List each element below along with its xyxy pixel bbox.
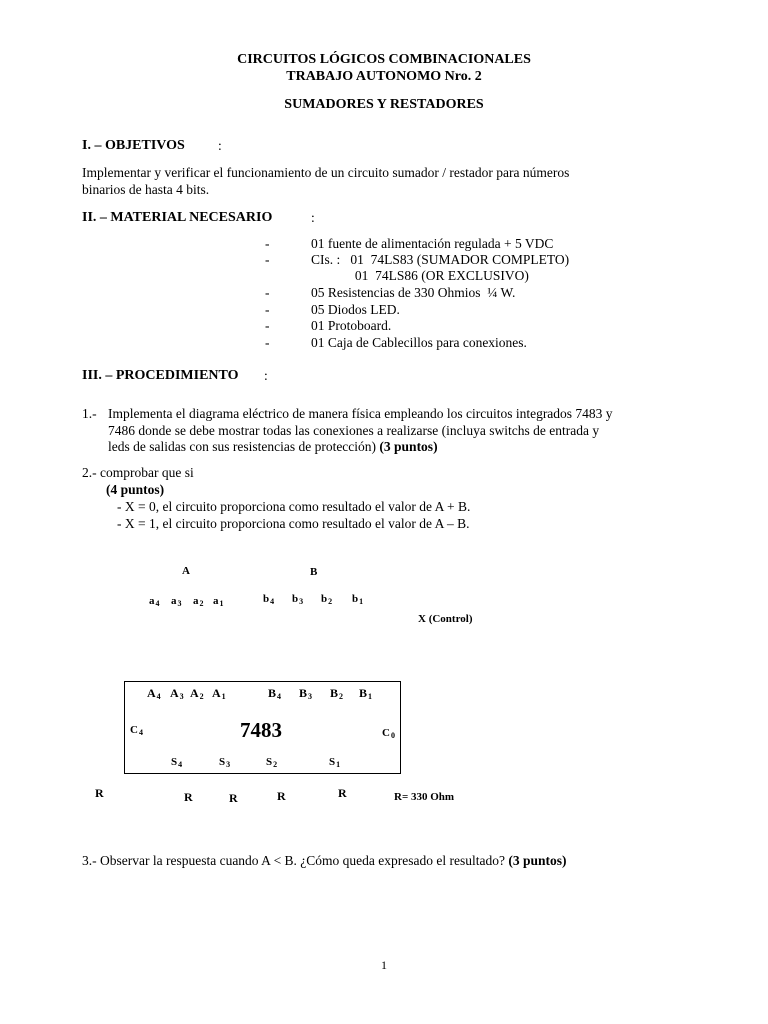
a-input-label-letter: a [171, 595, 177, 607]
material-item-dash: - [265, 236, 270, 251]
ic-pin-s [266, 756, 277, 769]
material-item-dash: - [265, 285, 270, 300]
group-b-label: B [310, 566, 318, 578]
ic-pin-b [299, 686, 312, 701]
section-material-colon: : [311, 210, 315, 225]
ic-pin-b [268, 686, 281, 701]
step3-text [82, 853, 567, 869]
ic-pin-a [190, 686, 204, 701]
material-item: 05 Resistencias de 330 Ohmios ¼ W. [311, 285, 516, 300]
b-input-label-letter: b [321, 593, 328, 605]
ic-pin-c0-subscript: 0 [390, 731, 395, 740]
b-input-label [263, 593, 274, 606]
ic-pin-b-subscript: 1 [368, 692, 373, 701]
ic-label: 7483 [240, 718, 282, 742]
ic-pin-a [170, 686, 184, 701]
ic-pin-a-letter: A [147, 686, 156, 700]
b-input-label-subscript: 3 [299, 597, 304, 606]
section-objetivos-title: I. – OBJETIVOS [82, 138, 185, 153]
step2-case-x0: - X = 0, el circuito proporciona como resultado el valor de A + B. [117, 499, 471, 514]
ic-pin-a [147, 686, 161, 701]
ic-pin-c0-letter: C [382, 727, 390, 739]
doc-title: CIRCUITOS LÓGICOS COMBINACIONALES [237, 52, 531, 67]
material-item: 01 fuente de alimentación regulada + 5 VDC [311, 236, 554, 251]
step2-intro: 2.- comprobar que si [82, 465, 194, 480]
b-input-label [292, 593, 303, 606]
ic-pin-b [330, 686, 343, 701]
led-4-icon [263, 810, 281, 826]
a-input-label-subscript: 3 [177, 599, 182, 608]
a-input-label-letter: a [193, 595, 199, 607]
ic-pin-b-subscript: 4 [277, 692, 282, 701]
xor-gate-2-icon [293, 636, 315, 670]
step1-line-2: 7486 donde se debe mostrar todas las conexiones a realizarse (incluya switchs de entrada y [108, 422, 600, 438]
brace-a [145, 577, 228, 592]
a-input-label [171, 595, 182, 608]
step2-case-x1: - X = 1, el circuito proporciona como resultado el valor de A – B. [117, 516, 470, 531]
ic-pin-a-letter: A [190, 686, 199, 700]
material-item: CIs. : 01 74LS83 (SUMADOR COMPLETO) [311, 252, 570, 267]
objetivos-text [82, 165, 569, 198]
step3-points: (3 puntos) [508, 853, 567, 868]
section-procedimiento-colon: : [264, 368, 268, 383]
ic-pin-c4-subscript: 4 [138, 728, 143, 737]
led-3-icon [215, 810, 233, 826]
material-item: 01 Protoboard. [311, 318, 392, 333]
ic-pin-s [171, 756, 182, 769]
a-input-label-letter: a [149, 595, 155, 607]
section-material-title: II. – MATERIAL NECESARIO [82, 210, 273, 225]
step1-line-3-text: leds de salidas con sus resistencias de protección) [108, 439, 377, 454]
step1-points: (3 puntos) [379, 439, 438, 454]
b-input-label-letter: b [263, 593, 270, 605]
ic-pin-a-subscript: 4 [156, 692, 161, 701]
doc-topic: SUMADORES Y RESTADORES [284, 97, 484, 112]
ic-pin-s-subscript: 2 [273, 760, 278, 769]
a-input-label [149, 595, 160, 608]
xor-gate-1-icon [263, 636, 285, 670]
ic-pin-b-letter: B [359, 686, 368, 700]
b-input-label-subscript: 4 [270, 597, 275, 606]
ic-pin-a-subscript: 3 [179, 692, 184, 701]
a-input-label [193, 595, 204, 608]
ic-pin-s-letter: S [219, 756, 226, 768]
b-input-label-letter: b [352, 593, 359, 605]
ic-pin-a [212, 686, 226, 701]
material-item-dash: - [265, 318, 270, 333]
material-item: 01 Caja de Cablecillos para conexiones. [311, 335, 527, 350]
ic-pin-a-subscript: 2 [199, 692, 204, 701]
led-1-icon [83, 810, 101, 826]
ic-pin-s-subscript: 3 [226, 760, 231, 769]
step1-line-3 [108, 439, 613, 456]
a-input-label-letter: a [213, 595, 219, 607]
ic-pin-a-subscript: 1 [221, 692, 226, 701]
a-input-label-subscript: 1 [219, 599, 224, 608]
step2-points: (4 puntos) [106, 482, 165, 497]
a-input-label-subscript: 2 [199, 599, 204, 608]
ic-pin-b-letter: B [330, 686, 339, 700]
material-item: 05 Diodos LED. [311, 302, 400, 317]
ic-pin-c4 [130, 724, 143, 737]
resistor-label: R [338, 786, 347, 800]
step1-number: 1.- [82, 406, 97, 421]
a-input-label-subscript: 4 [155, 599, 160, 608]
ic-pin-s-subscript: 1 [336, 760, 341, 769]
resistor-value: R= 330 Ohm [394, 791, 455, 803]
ic-pin-a-letter: A [212, 686, 221, 700]
material-item-dash: - [265, 335, 270, 350]
section-objetivos-colon: : [218, 138, 222, 153]
led-2-icon [170, 810, 188, 826]
objetivos-line-1: Implementar y verificar el funcionamiento de un circuito sumador / restador para números [82, 165, 570, 180]
brace-b [262, 577, 366, 592]
led-5-icon [325, 810, 343, 826]
resistor-label: R [95, 786, 104, 800]
step3-question: 3.- Observar la respuesta cuando A < B. ¿Cómo queda expresado el resultado? [82, 853, 505, 868]
ic-pin-b [359, 686, 372, 701]
ic-pin-c4-letter: C [130, 724, 138, 736]
material-item: 01 74LS86 (OR EXCLUSIVO) [311, 268, 529, 283]
ic-pin-c0 [382, 727, 395, 740]
resistor-label: R [184, 790, 193, 804]
xor-gate-3-icon [324, 636, 346, 670]
step1-text [108, 406, 613, 456]
ic-pin-s [219, 756, 230, 769]
step1-line-1: Implementa el diagrama eléctrico de manera física empleando los circuitos integrados 7483 y [108, 406, 613, 421]
ic-pin-s [329, 756, 340, 769]
b-input-label [321, 593, 332, 606]
ic-pin-s-letter: S [329, 756, 336, 768]
resistor-label: R [229, 791, 238, 805]
group-a-label: A [182, 565, 190, 577]
b-input-label [352, 593, 363, 606]
b-input-label-letter: b [292, 593, 299, 605]
ic-pin-b-letter: B [299, 686, 308, 700]
b-input-label-subscript: 1 [359, 597, 364, 606]
ic-pin-a-letter: A [170, 686, 179, 700]
ic-pin-s-letter: S [171, 756, 178, 768]
ic-pin-b-subscript: 2 [339, 692, 344, 701]
a-input-label [213, 595, 224, 608]
b-input-label-subscript: 2 [328, 597, 333, 606]
ic-pin-s-letter: S [266, 756, 273, 768]
section-procedimiento-title: III. – PROCEDIMIENTO [82, 368, 239, 383]
objetivos-line-2: binarios de hasta 4 bits. [82, 181, 210, 197]
xor-gate-4-icon [354, 636, 376, 670]
control-label: X (Control) [418, 613, 473, 625]
ic-pin-b-letter: B [268, 686, 277, 700]
page-number: 1 [381, 958, 387, 972]
material-item-dash: - [265, 252, 270, 267]
material-item-dash: - [265, 302, 270, 317]
ic-pin-b-subscript: 3 [308, 692, 313, 701]
resistor-label: R [277, 789, 286, 803]
doc-subtitle: TRABAJO AUTONOMO Nro. 2 [286, 69, 482, 84]
ic-pin-s-subscript: 4 [178, 760, 183, 769]
